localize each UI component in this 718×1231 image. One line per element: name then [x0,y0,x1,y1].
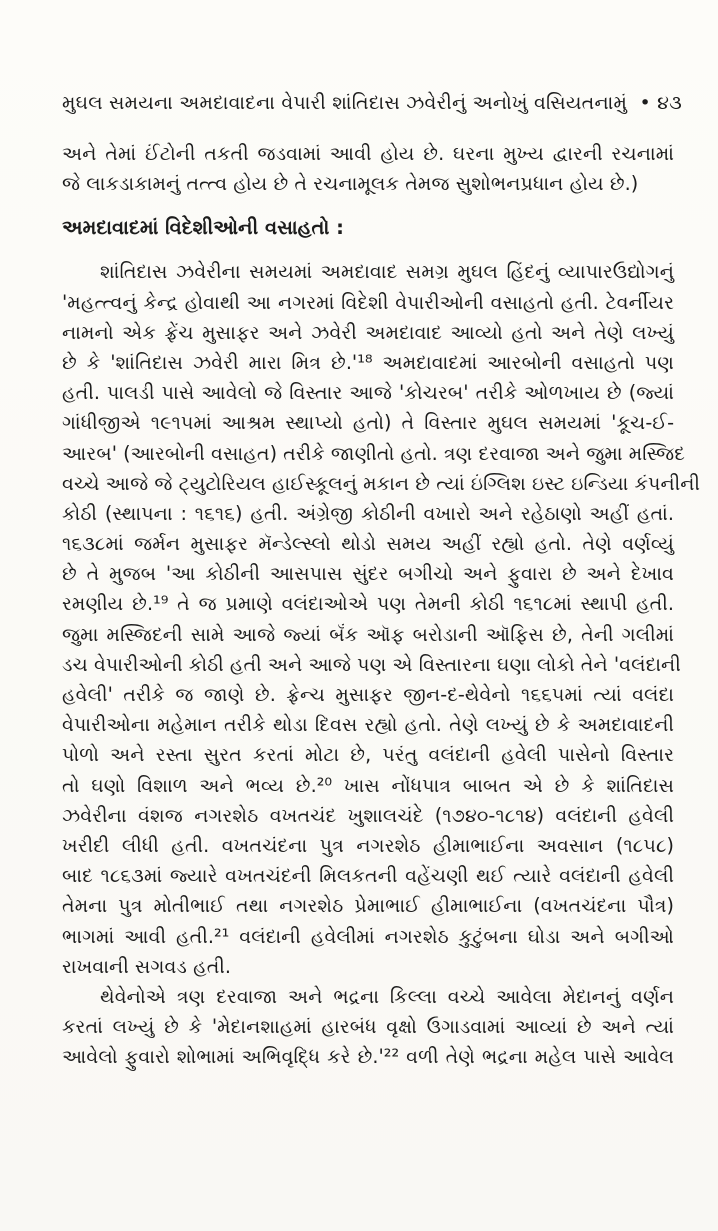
running-head-title: મુઘલ સમયના અમદાવાદના વેપારી શાંતિદાસ ઝવેરીનું અનોખું વસિયતનામું [62,92,628,114]
text-line: આવેલો ફુવારો શોભામાં અભિવૃદ્ધિ કરે છે.'²² વળી તેણે ભદ્રના મહેલ પાસે આવેલ [62,1045,674,1069]
text-line: નામનો એક ફ્રેંચ મુસાફર અને ઝવેરી અમદાવાદ આવ્યો હતો અને તેણે લખ્યું [62,320,674,344]
text-line: અને તેમાં ઈંટોની તકતી જડવામાં આવી હોય છે. ઘરના મુખ્ય દ્વારની રચનામાં [62,142,674,165]
text-line: કોઠી (સ્થાપના : ૧૬૧૬) હતી. અંગ્રેજી કોઠીની વખારો અને રહેઠાણો અહીં હતાં. [62,501,674,525]
page-number: • ૪૩ [639,92,682,114]
text-line: કરતાં લખ્યું છે કે 'મેદાનશાહમાં હારબંધ વૃક્ષો ઉગાડવામાં આવ્યાં છે અને ત્યાં [62,1015,674,1039]
text-line: જે લાકડાકામનું તત્ત્વ હોય છે તે રચનામૂલક તેમજ સુશોભનપ્રધાન હોય છે.) [62,172,639,196]
text-line: જુમા મસ્જિદની સામે આજે જ્યાં બૅંક ઑફ બરોડાની ઑફિસ છે, તેની ગલીમાં [62,622,674,646]
text-line: 'મહત્ત્વનું કેન્દ્ર હોવાથી આ નગરમાં વિદેશી વેપારીઓની વસાહતો હતી. ટેવર્નીયર [62,290,674,314]
section-heading: અમદાવાદમાં વિદેશીઓની વસાહતો : [62,216,344,240]
body-text [62,139,701,1072]
text-line: હતી. પાલડી પાસે આવેલો જે વિસ્તાર આજે 'કોચરબ' તરીકે ઓળખાય છે (જ્યાં [62,381,674,405]
text-line: ઝવેરીના વંશજ નગરશેઠ વખતચંદ ખુશાલચંદે (૧૭૪૦-૧૮૧૪) વલંદાની હવેલી [62,803,674,827]
text-line: રમણીય છે.¹⁹ તે જ પ્રમાણે વલંદાઓએ પણ તેમની કોઠી ૧૬૧૮માં સ્થાપી હતી. [62,592,674,616]
text-line: પોળો અને રસ્તા સુરત કરતાં મોટા છે, પરંતુ વલંદાની હવેલી પાસેનો વિસ્તાર [62,743,674,767]
text-line: થેવેનોએ ત્રણ દરવાજા અને ભદ્રના કિલ્લા વચ્ચે આવેલા મેદાનનું વર્ણન [100,984,674,1008]
paragraph-2 [62,982,674,1073]
text-line: હવેલી' તરીકે જ જાણે છે. ફ્રેન્ચ મુસાફર જીન-દ-થેવેનો ૧૬૬૫માં ત્યાં વલંદા [62,683,674,706]
text-line: રાખવાની સગવડ હતી. [62,954,232,978]
text-line: ભાગમાં આવી હતી.²¹ વલંદાની હવેલીમાં નગરશેઠ કુટુંબના ઘોડા અને બગીઓ [62,924,674,948]
text-line: ખરીદી લીધી હતી. વખતચંદના પુત્ર નગરશેઠ હીમાભાઈના અવસાન (૧૮૫૮) [62,833,674,857]
text-line: તો ઘણો વિશાળ અને ભવ્ય છે.²⁰ ખાસ નોંધપાત્ર બાબત એ છે કે શાંતિદાસ [62,773,674,797]
text-line: આરબ' (આરબોની વસાહત) તરીકે જાણીતો હતો. ત્રણ દરવાજા અને જુમા મસ્જિદ [62,441,685,465]
intro-paragraph [62,139,674,199]
text-line: વચ્ચે આજે જે ટ્યુટોરિયલ હાઈસ્કૂલનું મકાન છે ત્યાં ઇંગ્લિશ ઇસ્ટ ઇન્ડિયા કંપનીની [62,471,701,495]
text-line: ગાંધીજીએ ૧૯૧૫માં આશ્રમ સ્થાપ્યો હતો) તે વિસ્તાર મુઘલ સમયમાં 'કૂચ-ઈ- [62,411,675,435]
text-line: છે કે 'શાંતિદાસ ઝવેરી મારા મિત્ર છે.'¹⁸ અમદાવાદમાં આરબોની વસાહતો પણ [62,350,674,374]
text-line: ૧૬૩૮માં જર્મન મુસાફર મૅન્ડેલ્સ્લો થોડો સમય અહીં રહ્યો હતો. તેણે વર્ણવ્યું [62,532,674,556]
text-line: તેમના પુત્ર મોતીભાઈ તથા નગરશેઠ પ્રેમાભાઈ હીમાભાઈના (વખતચંદના પૌત્ર) [62,894,674,918]
running-head [62,92,682,126]
paragraph-1 [62,257,701,982]
text-line: ડચ વેપારીઓની કોઠી હતી અને આજે પણ એ વિસ્તારના ઘણા લોકો તેને 'વલંદાની [62,652,681,676]
text-line: શાંતિદાસ ઝવેરીના સમયમાં અમદાવાદ સમગ્ર મુઘલ હિંદનું વ્યાપારઉદ્યોગનું [100,260,674,284]
text-line: છે તે મુજબ 'આ કોઠીની આસપાસ સુંદર બગીચો અને ફુવારા છે અને દેખાવ [62,562,674,586]
text-line: વેપારીઓના મહેમાન તરીકે થોડા દિવસ રહ્યો હતો. તેણે લખ્યું છે કે અમદાવાદની [62,713,674,737]
text-line: બાદ ૧૮૬૩માં જ્યારે વખતચંદની મિલકતની વહેંચણી થઈ ત્યારે વલંદાની હવેલી [62,864,674,888]
